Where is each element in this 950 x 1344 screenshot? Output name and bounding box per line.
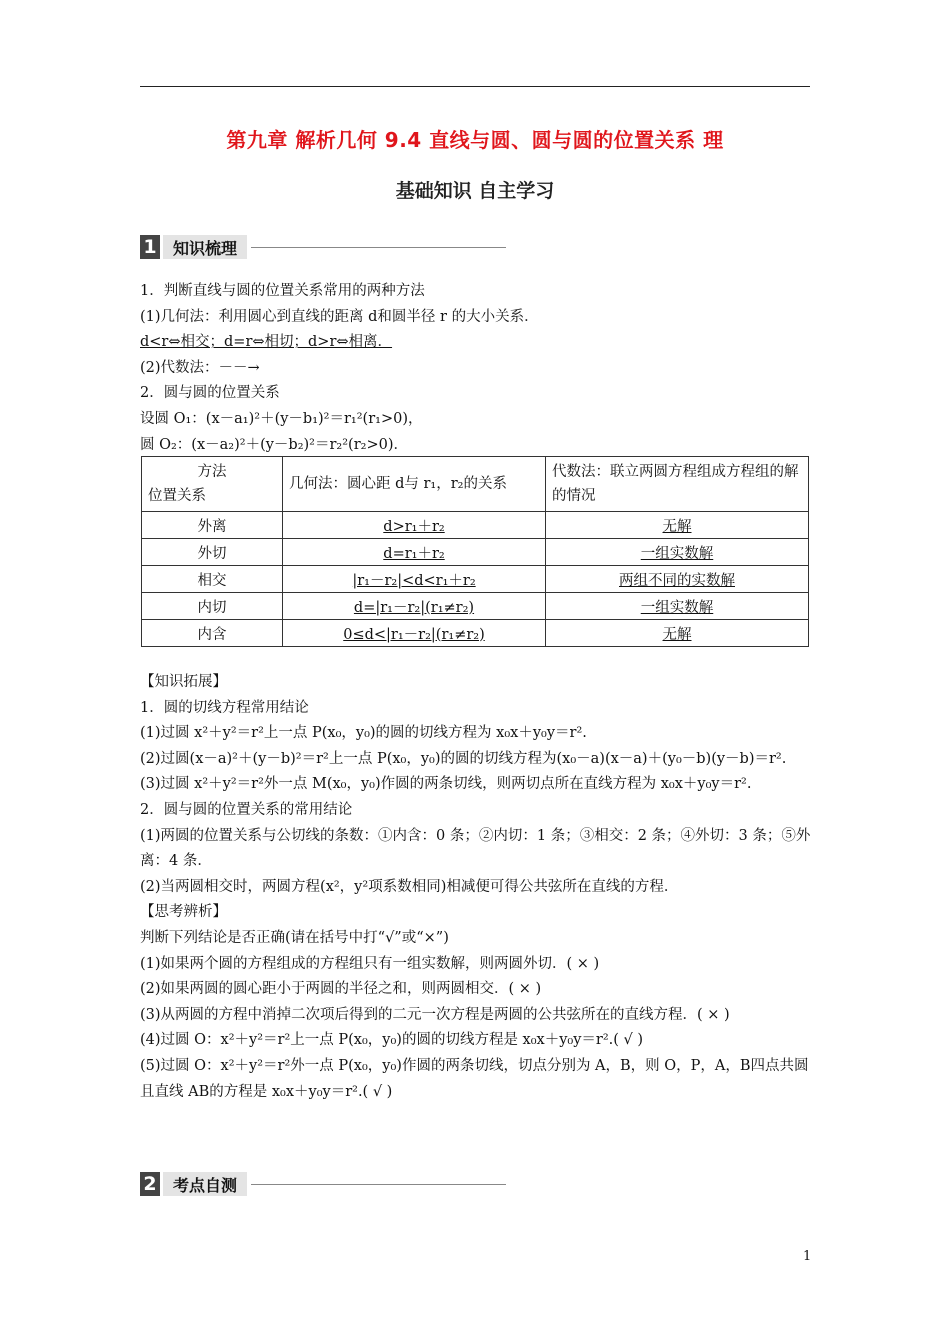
fill-blank: d<r⇔相交；d=r⇔相切；d>r⇔相离． (140, 334, 393, 351)
text-line: 【知识拓展】 (140, 674, 227, 690)
diagonal-header-cell (142, 457, 283, 512)
text-line: (4)过圆 O：x²＋y²＝r²上一点 P(x₀，y₀)的圆的切线方程是 x₀x＋y₀y＝r².( √ ) (140, 1032, 644, 1049)
cell-geo (283, 512, 546, 539)
table-row (142, 566, 809, 593)
blank-alg: 两组不同的实数解 (619, 572, 735, 589)
text-line: (3)过圆 x²＋y²＝r²外一点 M(x₀，y₀)作圆的两条切线，则两切点所在直线方程为 x₀x＋y₀y＝r². (140, 776, 752, 793)
text-line: (2)如果两圆的圆心距小于两圆的半径之和，则两圆相交．( × ) (140, 981, 542, 998)
table-row (142, 512, 809, 539)
section-number: 2 (140, 1172, 160, 1196)
text-line: 设圆 O₁：(x－a₁)²＋(y－b₁)²＝r₁²(r₁>0)， (140, 410, 423, 427)
cell-relation: 内含 (142, 620, 283, 647)
blank-geo: d=|r₁－r₂|(r₁≠r₂) (353, 599, 475, 616)
cell-alg (546, 593, 809, 620)
section-rule (251, 247, 506, 248)
section-label: 知识梳理 (163, 235, 247, 259)
cell-alg (546, 620, 809, 647)
cell-geo (283, 539, 546, 566)
section-heading-2 (140, 1171, 506, 1197)
extension-text-block (140, 670, 812, 1105)
cell-alg (546, 539, 809, 566)
text-line: (3)从两圆的方程中消掉二次项后得到的二元一次方程是两圆的公共弦所在的直线方程．( × ) (140, 1006, 730, 1023)
text-line: (1)两圆的位置关系与公切线的条数：①内含：0 条；②内切：1 条；③相交：2 条；④外切：3 条；⑤外离：4 条． (140, 827, 811, 870)
blank-alg: 一组实数解 (640, 599, 714, 616)
cell-relation: 外离 (142, 512, 283, 539)
method-text-block (140, 279, 812, 458)
section-rule (251, 1184, 506, 1185)
blank-alg: 无解 (662, 518, 692, 535)
header-geo: 几何法：圆心距 d与 r₁，r₂的关系 (283, 457, 546, 512)
text-line: (1)几何法：利用圆心到直线的距离 d和圆半径 r 的大小关系． (140, 308, 539, 325)
page-subtitle: 基础知识 自主学习 (395, 180, 555, 202)
header-top: 方法 (197, 464, 227, 480)
cell-geo (283, 593, 546, 620)
text-line: 1．判断直线与圆的位置关系常用的两种方法 (140, 283, 425, 299)
text-line: (1)过圆 x²＋y²＝r²上一点 P(x₀，y₀)的圆的切线方程为 x₀x＋y₀y＝r². (140, 725, 587, 742)
text-line: 圆 O₂：(x－a₂)²＋(y－b₂)²＝r₂²(r₂>0)． (140, 436, 408, 453)
cell-relation: 相交 (142, 566, 283, 593)
cell-relation: 内切 (142, 593, 283, 620)
text-line: (5)过圆 O：x²＋y²＝r²外一点 P(x₀，y₀)作圆的两条切线，切点分别为 A，B，则 O，P，A，B四点共圆且直线 AB的方程是 x₀x＋y₀y＝r².( √ ) (140, 1057, 809, 1100)
table-row (142, 620, 809, 647)
text-line: (2)当两圆相交时，两圆方程(x²，y²项系数相同)相减便可得公共弦所在直线的方程． (140, 878, 679, 895)
section-heading-1 (140, 234, 506, 260)
text-line (140, 330, 812, 356)
blank-geo: 0≤d<|r₁－r₂|(r₁≠r₂) (343, 626, 485, 643)
text-line: 判断下列结论是否正确(请在括号中打“√”或“×”) (140, 929, 449, 946)
text-line: 【思考辨析】 (140, 904, 227, 921)
header-left: 位置关系 (148, 488, 206, 504)
header-alg: 代数法：联立两圆方程组成方程组的解的情况 (546, 457, 809, 512)
text-line: 2．圆与圆的位置关系的常用结论 (140, 801, 353, 818)
text-line: 1．圆的切线方程常用结论 (140, 699, 309, 716)
page-title: 第九章 解析几何 9.4 直线与圆、圆与圆的位置关系 理 (226, 128, 724, 152)
table-row (142, 593, 809, 620)
text-line: (2)过圆(x－a)²＋(y－b)²＝r²上一点 P(x₀，y₀)的圆的切线方程为(x₀－a)(x－a)＋(y₀－b)(y－b)＝r². (140, 750, 787, 767)
blank-geo: d>r₁＋r₂ (383, 518, 445, 535)
table-header-row (142, 457, 809, 512)
cell-relation: 外切 (142, 539, 283, 566)
section-label: 考点自测 (163, 1172, 247, 1196)
header-rule (140, 86, 810, 87)
blank-geo: |r₁－r₂|<d<r₁＋r₂ (352, 572, 476, 589)
text-line: (1)如果两个圆的方程组成的方程组只有一组实数解，则两圆外切．( × ) (140, 955, 600, 972)
cell-alg (546, 512, 809, 539)
section-number: 1 (140, 235, 160, 259)
circle-relation-table (141, 456, 809, 647)
text-line: (2)代数法：－－→ (140, 359, 260, 376)
blank-alg: 一组实数解 (640, 545, 714, 562)
blank-geo: d=r₁＋r₂ (383, 545, 445, 562)
blank-alg: 无解 (662, 626, 692, 643)
cell-geo (283, 566, 546, 593)
table-row (142, 539, 809, 566)
page-number: 1 (803, 1249, 812, 1264)
cell-geo (283, 620, 546, 647)
cell-alg (546, 566, 809, 593)
text-line: 2．圆与圆的位置关系 (140, 385, 280, 402)
